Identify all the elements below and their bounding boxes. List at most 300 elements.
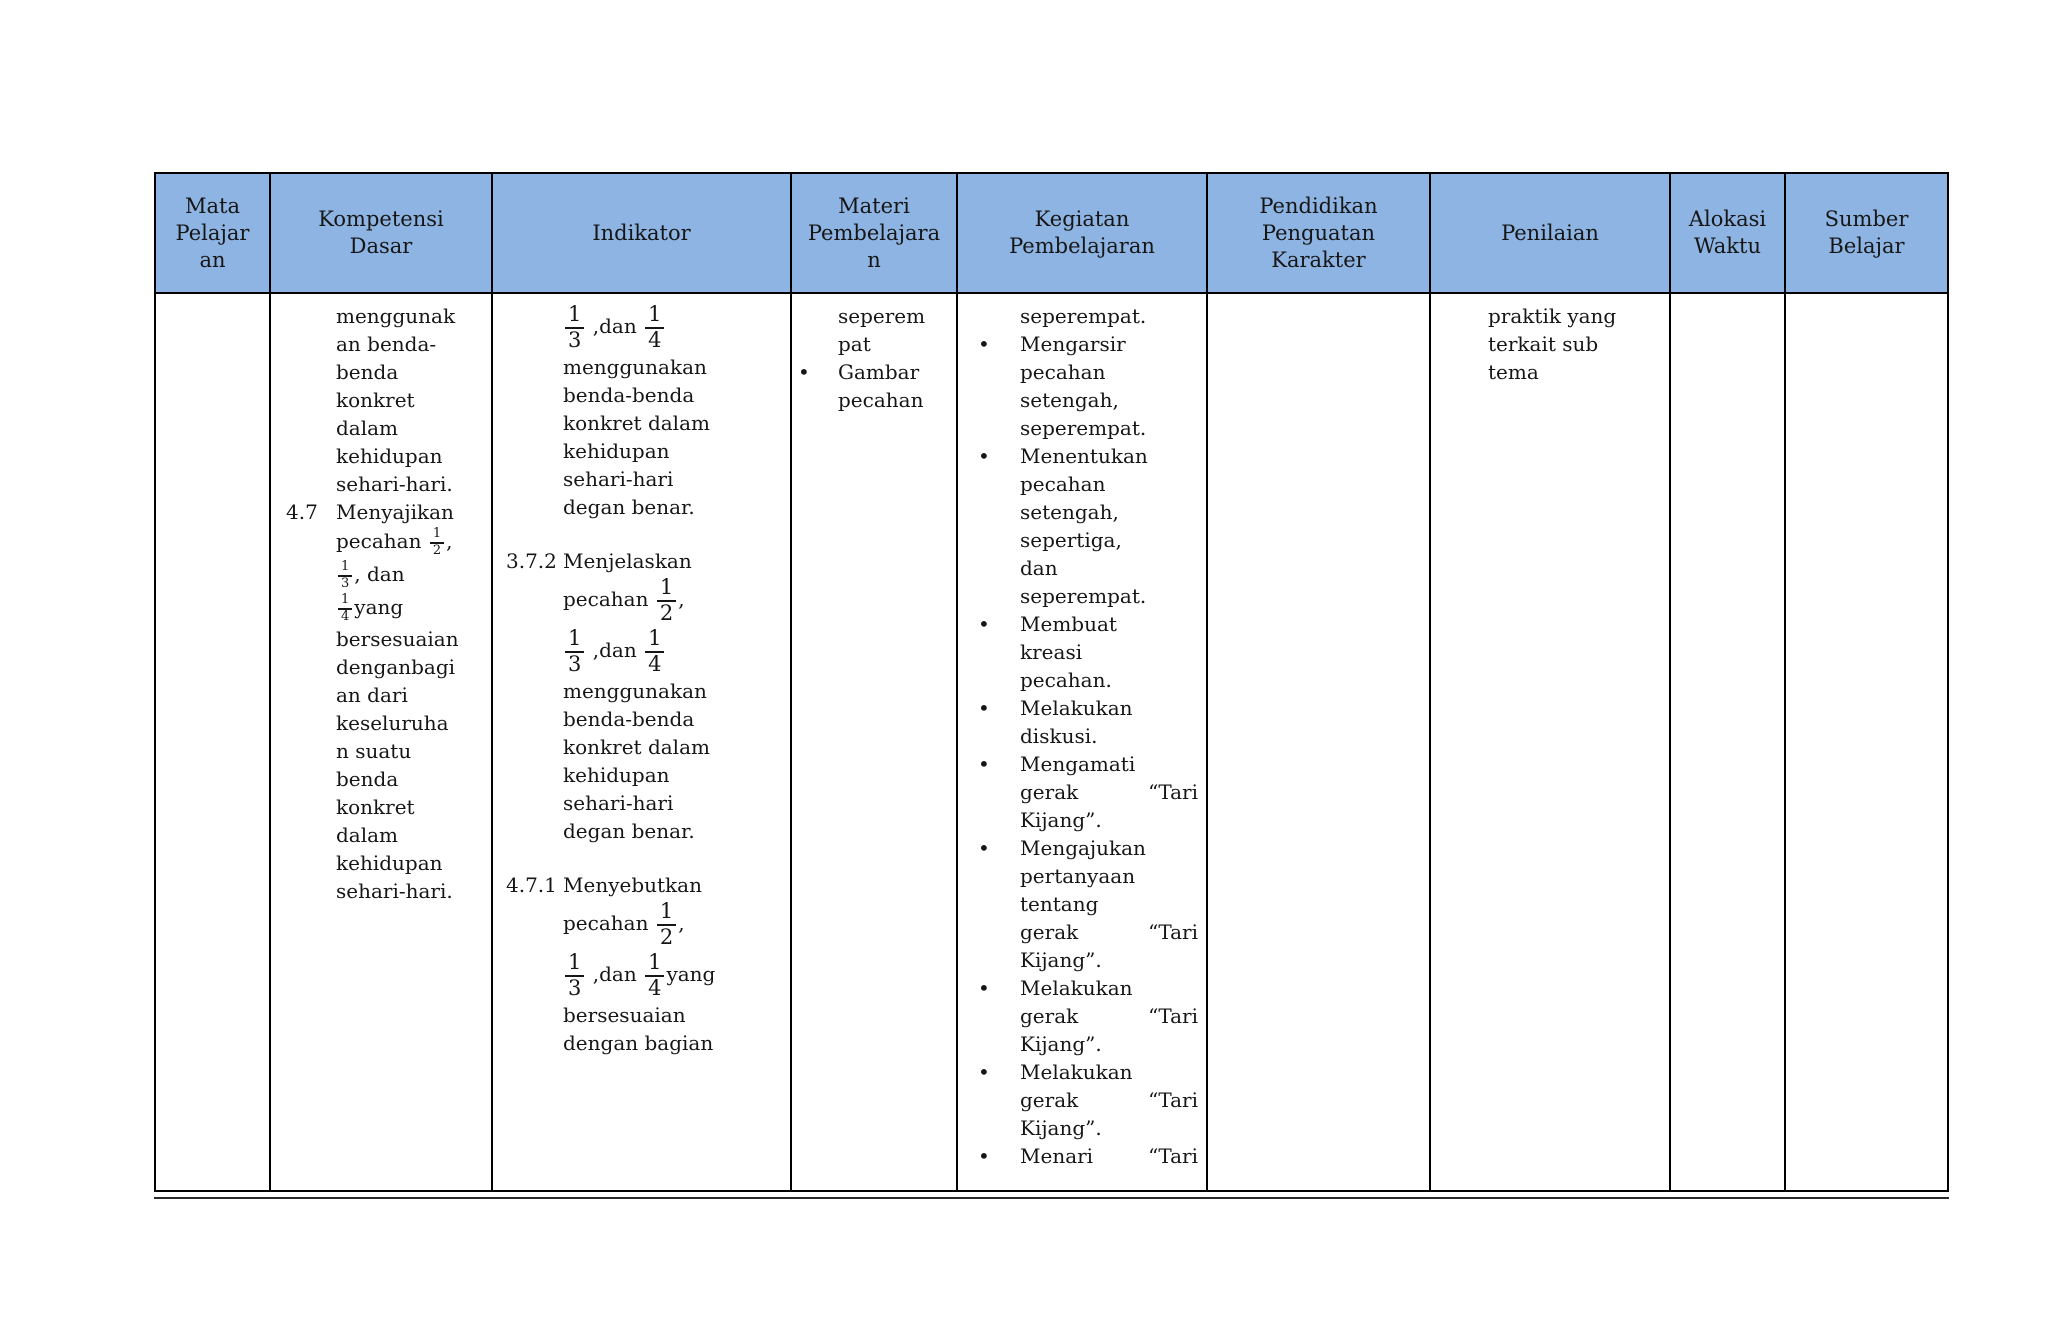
- text-line: [978, 666, 1198, 694]
- text-segment: yang: [354, 595, 404, 620]
- indent-spacer: [978, 862, 1020, 890]
- text-line: [978, 946, 1198, 974]
- indent-spacer: [978, 1086, 1020, 1114]
- fraction: [657, 576, 676, 625]
- indent-spacer: [286, 709, 336, 737]
- table-header-row: [156, 174, 1947, 294]
- indent-spacer: [506, 302, 563, 353]
- fraction-denominator: 2: [659, 600, 674, 625]
- text-segment: n suatu: [336, 739, 412, 764]
- text-line: [506, 789, 782, 817]
- text-line: [286, 470, 483, 498]
- header-label: Materi Pembelajara n: [807, 193, 941, 272]
- text-segment: Menyebutkan: [563, 873, 702, 898]
- header-label: Kompetensi Dasar: [318, 207, 444, 258]
- line-content: [1020, 1002, 1198, 1030]
- text-line: [286, 386, 483, 414]
- text-segment: konkret: [336, 388, 415, 412]
- bullet-marker: •: [978, 1060, 990, 1084]
- text-line: [978, 750, 1198, 778]
- text-line: [286, 559, 483, 592]
- text-line: [798, 358, 948, 386]
- fraction: [565, 627, 584, 676]
- indent-spacer: [506, 626, 563, 677]
- header-label: Pendidikan Penguatan Karakter: [1259, 193, 1378, 272]
- text-segment: sehari-hari.: [336, 879, 453, 904]
- bullet-marker: •: [978, 836, 990, 860]
- text-line: [978, 806, 1198, 834]
- text-segment: konkret dalam: [563, 735, 710, 760]
- text-segment: dalam: [336, 823, 399, 848]
- line-content: [563, 1001, 782, 1029]
- indent-spacer: [978, 778, 1020, 806]
- body-cell-indikator: [493, 294, 792, 1190]
- line-content: [563, 353, 782, 381]
- line-content: [563, 575, 782, 626]
- line-content: [563, 302, 782, 353]
- text-segment: pecahan: [336, 529, 428, 554]
- text-line: [506, 302, 782, 353]
- indent-spacer: [978, 358, 1020, 386]
- text-segment: “Tari: [1148, 780, 1198, 804]
- indent-spacer: [506, 353, 563, 381]
- text-line: [506, 381, 782, 409]
- line-content: [1020, 442, 1198, 470]
- fraction: [338, 593, 352, 624]
- text-segment: pertanyaan: [1020, 864, 1136, 888]
- text-line: [978, 722, 1198, 750]
- text-line: [978, 918, 1198, 946]
- line-content: [1020, 694, 1198, 722]
- text-segment: kehidupan: [336, 851, 443, 876]
- indent-spacer: [1443, 358, 1488, 386]
- line-content: [336, 681, 483, 709]
- text-line: [978, 526, 1198, 554]
- text-segment: “Tari: [1148, 1088, 1198, 1112]
- text-line: [506, 733, 782, 761]
- indent-spacer: [506, 575, 563, 626]
- text-line: [978, 974, 1198, 1002]
- fraction-denominator: 4: [648, 975, 662, 1000]
- line-content: [336, 653, 483, 681]
- text-line: [978, 890, 1198, 918]
- text-segment: Kijang”.: [1020, 1116, 1102, 1140]
- item-number: 4.7.1: [506, 873, 557, 898]
- indent-spacer: [286, 442, 336, 470]
- text-line: [506, 626, 782, 677]
- text-line: [978, 1030, 1198, 1058]
- line-content: [563, 381, 782, 409]
- text-segment: an dari: [336, 683, 408, 708]
- line-content: [563, 409, 782, 437]
- indent-spacer: [506, 705, 563, 733]
- text-line: [506, 677, 782, 705]
- line-content: [336, 849, 483, 877]
- text-segment: Membuat: [1020, 612, 1117, 636]
- text-segment: degan benar.: [563, 819, 695, 844]
- indent-spacer: [978, 554, 1020, 582]
- fraction: [338, 560, 352, 591]
- text-line: [506, 950, 782, 1001]
- line-content: [1488, 330, 1661, 358]
- line-content: [336, 793, 483, 821]
- line-content: [838, 302, 948, 330]
- indent-spacer: [1443, 302, 1488, 330]
- text-line: [286, 653, 483, 681]
- text-line: [286, 330, 483, 358]
- table-body-row: [156, 294, 1947, 1190]
- indent-spacer: [978, 722, 1020, 750]
- text-segment: gerak: [1020, 1004, 1079, 1028]
- line-content: [336, 358, 483, 386]
- body-cell-alokasi-waktu: [1671, 294, 1786, 1190]
- table-bottom-rule: [154, 1197, 1949, 1199]
- text-segment: ,dan: [586, 962, 644, 987]
- indent-spacer: [506, 1001, 563, 1029]
- text-segment: Menyajikan: [336, 500, 454, 524]
- text-segment: sehari-hari: [563, 791, 674, 816]
- line-content: [1020, 414, 1198, 442]
- text-segment: Kijang”.: [1020, 948, 1102, 972]
- text-line: [978, 386, 1198, 414]
- indent-spacer: [286, 386, 336, 414]
- header-cell-mata-pelajaran: [156, 174, 271, 292]
- fraction-numerator: 1: [645, 303, 664, 329]
- text-line: [286, 765, 483, 793]
- line-content: [563, 705, 782, 733]
- text-segment: pecahan: [563, 587, 655, 612]
- line-content: [336, 737, 483, 765]
- fraction-denominator: 2: [432, 542, 442, 558]
- text-segment: seperempat.: [1020, 584, 1147, 608]
- text-line: [978, 1086, 1198, 1114]
- text-line: [286, 737, 483, 765]
- line-content: [336, 877, 483, 905]
- indent-spacer: [978, 1030, 1020, 1058]
- text-line: [798, 386, 948, 414]
- fraction-denominator: 3: [568, 327, 582, 352]
- text-segment: benda-benda: [563, 383, 695, 408]
- bullet-marker: •: [798, 360, 810, 384]
- line-content: [336, 821, 483, 849]
- text-line: [978, 1114, 1198, 1142]
- text-segment: degan benar.: [563, 495, 695, 520]
- line-content: [1020, 946, 1198, 974]
- text-segment: tentang: [1020, 892, 1099, 916]
- indent-spacer: [978, 918, 1020, 946]
- header-cell-materi-pembelajaran: [792, 174, 958, 292]
- indent-spacer: [286, 653, 336, 681]
- indent-spacer: [978, 1002, 1020, 1030]
- line-content: [1020, 330, 1198, 358]
- line-content: [1020, 470, 1198, 498]
- indent-spacer: [286, 877, 336, 905]
- text-segment: bersesuaian: [563, 1003, 686, 1028]
- header-cell-indikator: [493, 174, 792, 292]
- fraction-numerator: 1: [565, 951, 584, 977]
- text-segment: kehidupan: [336, 444, 443, 468]
- header-cell-alokasi-waktu: [1671, 174, 1786, 292]
- line-content: [336, 330, 483, 358]
- fraction: [645, 627, 664, 676]
- line-content: [838, 358, 948, 386]
- line-content: [563, 437, 782, 465]
- line-content: [336, 526, 483, 559]
- indent-spacer: [286, 793, 336, 821]
- text-segment: Melakukan: [1020, 696, 1133, 720]
- line-content: [336, 709, 483, 737]
- text-line: [286, 625, 483, 653]
- indent-spacer: [978, 806, 1020, 834]
- body-cell-mata-pelajaran: [156, 294, 271, 1190]
- text-segment: menggunakan: [563, 355, 707, 380]
- line-content: [563, 899, 782, 950]
- line-content: [336, 765, 483, 793]
- line-content: [336, 498, 483, 526]
- text-segment: denganbagi: [336, 655, 456, 680]
- text-segment: seperem: [838, 304, 926, 328]
- line-content: [336, 442, 483, 470]
- text-segment: dengan bagian: [563, 1031, 714, 1056]
- indent-spacer: [506, 950, 563, 1001]
- line-content: [838, 386, 948, 414]
- line-content: [1020, 778, 1198, 806]
- text-line: [506, 575, 782, 626]
- indent-spacer: [506, 817, 563, 845]
- line-content: [563, 871, 782, 899]
- text-segment: sepertiga,: [1020, 528, 1122, 552]
- fraction: [565, 951, 584, 1000]
- text-segment: Gambar: [838, 360, 920, 384]
- indent-spacer: [978, 946, 1020, 974]
- text-segment: kehidupan: [563, 439, 670, 464]
- text-segment: Mengamati: [1020, 752, 1136, 776]
- indent-spacer: [506, 899, 563, 950]
- text-line: [286, 414, 483, 442]
- line-content: [563, 626, 782, 677]
- text-segment: pat: [838, 332, 871, 356]
- text-segment: , dan: [354, 562, 405, 587]
- indent-spacer: [978, 582, 1020, 610]
- header-cell-kegiatan-pembelajaran: [958, 174, 1208, 292]
- header-label: Alokasi Waktu: [1688, 207, 1767, 258]
- text-segment: benda: [336, 360, 399, 384]
- text-line: [978, 302, 1198, 330]
- indent-spacer: [286, 821, 336, 849]
- text-segment: terkait sub: [1488, 332, 1599, 356]
- indent-spacer: [798, 302, 838, 330]
- line-content: [1020, 1030, 1198, 1058]
- indent-spacer: [978, 470, 1020, 498]
- text-segment: pecahan: [1020, 472, 1106, 496]
- indent-spacer: [286, 414, 336, 442]
- text-line: [978, 554, 1198, 582]
- text-segment: Kijang”.: [1020, 1032, 1102, 1056]
- header-label: Sumber Belajar: [1824, 207, 1909, 258]
- line-content: [1020, 1086, 1198, 1114]
- indent-spacer: [506, 1029, 563, 1057]
- indent-spacer: [286, 849, 336, 877]
- text-line: [286, 526, 483, 559]
- text-line: [506, 437, 782, 465]
- item-number: 4.7: [286, 500, 318, 524]
- line-content: [1020, 890, 1198, 918]
- fraction-numerator: 1: [338, 560, 352, 577]
- line-content: [563, 465, 782, 493]
- fraction: [657, 900, 676, 949]
- header-cell-kompetensi-dasar: [271, 174, 493, 292]
- body-cell-kompetensi-dasar: [271, 294, 493, 1190]
- fraction-numerator: 1: [565, 627, 584, 653]
- indent-spacer: [506, 493, 563, 521]
- line-content: [1020, 498, 1198, 526]
- fraction-denominator: 4: [648, 327, 662, 352]
- indent-spacer: [506, 437, 563, 465]
- text-segment: menggunak: [336, 304, 456, 328]
- text-line: [506, 493, 782, 521]
- header-cell-penilaian: [1431, 174, 1671, 292]
- fraction: [645, 303, 664, 352]
- text-line: [1443, 358, 1661, 386]
- indent-spacer: [978, 302, 1020, 330]
- header-label: Penilaian: [1501, 220, 1599, 245]
- line-content: [1488, 302, 1661, 330]
- text-line: [506, 817, 782, 845]
- text-line: [978, 582, 1198, 610]
- indent-spacer: [506, 381, 563, 409]
- bullet-marker: •: [978, 332, 990, 356]
- header-label: Mata Pelajar an: [175, 193, 250, 272]
- line-content: [563, 789, 782, 817]
- text-line: [978, 694, 1198, 722]
- line-content: [1020, 834, 1198, 862]
- text-line: [286, 442, 483, 470]
- line-content: [1020, 582, 1198, 610]
- line-content: [1020, 386, 1198, 414]
- line-content: [563, 733, 782, 761]
- text-segment: tema: [1488, 360, 1539, 384]
- text-segment: seperempat.: [1020, 304, 1147, 328]
- text-segment: bersesuaian: [336, 627, 459, 652]
- text-segment: pecahan: [563, 911, 655, 936]
- fraction-denominator: 4: [341, 608, 350, 624]
- fraction-denominator: 2: [659, 924, 674, 949]
- line-content: [1020, 750, 1198, 778]
- text-segment: sehari-hari: [563, 467, 674, 492]
- indent-spacer: [286, 592, 336, 625]
- body-cell-penilaian: [1431, 294, 1671, 1190]
- text-segment: keseluruha: [336, 711, 449, 736]
- indent-spacer: [286, 559, 336, 592]
- line-content: [336, 414, 483, 442]
- text-line: [286, 498, 483, 526]
- text-line: [286, 877, 483, 905]
- text-segment: ,: [678, 587, 685, 612]
- text-line: [506, 409, 782, 437]
- indent-spacer: [506, 677, 563, 705]
- text-segment: benda: [336, 767, 399, 792]
- header-label: Indikator: [592, 220, 691, 245]
- text-segment: “Tari: [1148, 1004, 1198, 1028]
- text-line: [286, 592, 483, 625]
- text-segment: kehidupan: [563, 763, 670, 788]
- line-content: [1020, 302, 1198, 330]
- bullet-marker: •: [978, 752, 990, 776]
- fraction-numerator: 1: [657, 900, 676, 926]
- indent-spacer: [286, 330, 336, 358]
- text-line: [286, 793, 483, 821]
- text-segment: pecahan: [1020, 360, 1106, 384]
- line-content: [563, 761, 782, 789]
- text-segment: menggunakan: [563, 679, 707, 704]
- fraction-numerator: 1: [645, 951, 664, 977]
- line-content: [336, 559, 483, 592]
- text-segment: sehari-hari.: [336, 472, 453, 496]
- text-line: [506, 465, 782, 493]
- indent-spacer: [1443, 330, 1488, 358]
- text-line: [978, 1142, 1198, 1170]
- indent-spacer: [798, 386, 838, 414]
- text-segment: ,dan: [586, 638, 644, 663]
- text-line: [978, 358, 1198, 386]
- body-cell-ppk: [1208, 294, 1431, 1190]
- bullet-marker: •: [978, 444, 990, 468]
- text-segment: Melakukan: [1020, 976, 1133, 1000]
- line-content: [1020, 722, 1198, 750]
- indent-spacer: [978, 386, 1020, 414]
- text-line: [978, 1058, 1198, 1086]
- fraction-denominator: 4: [648, 651, 662, 676]
- header-label: Kegiatan Pembelajaran: [1009, 207, 1155, 258]
- text-line: [506, 1001, 782, 1029]
- fraction: [430, 527, 444, 558]
- text-segment: Mengajukan: [1020, 836, 1146, 860]
- item-number: 3.7.2: [506, 549, 557, 574]
- text-line: [1443, 302, 1661, 330]
- indent-spacer: [506, 789, 563, 817]
- indent-spacer: [286, 526, 336, 559]
- indent-spacer: [286, 470, 336, 498]
- text-segment: setengah,: [1020, 388, 1119, 412]
- line-content: [336, 302, 483, 330]
- text-line: [978, 610, 1198, 638]
- header-cell-ppk: [1208, 174, 1431, 292]
- text-segment: Menentukan: [1020, 444, 1148, 468]
- text-line: [978, 638, 1198, 666]
- text-line: [978, 1002, 1198, 1030]
- indent-spacer: [286, 358, 336, 386]
- silabus-table: [154, 172, 1949, 1192]
- indent-spacer: [978, 666, 1020, 694]
- indent-spacer: [286, 737, 336, 765]
- body-cell-kegiatan-pembelajaran: [958, 294, 1208, 1190]
- bullet-marker: •: [978, 976, 990, 1000]
- text-segment: konkret: [336, 795, 415, 820]
- text-line: [286, 358, 483, 386]
- indent-spacer: [286, 765, 336, 793]
- line-content: [1020, 358, 1198, 386]
- line-content: [336, 386, 483, 414]
- text-line: [506, 547, 782, 575]
- line-content: [563, 817, 782, 845]
- line-content: [1020, 862, 1198, 890]
- text-segment: Menjelaskan: [563, 549, 692, 574]
- text-line: [506, 705, 782, 733]
- text-line: [978, 834, 1198, 862]
- line-content: [1488, 358, 1661, 386]
- text-line: [978, 414, 1198, 442]
- bullet-marker: •: [978, 696, 990, 720]
